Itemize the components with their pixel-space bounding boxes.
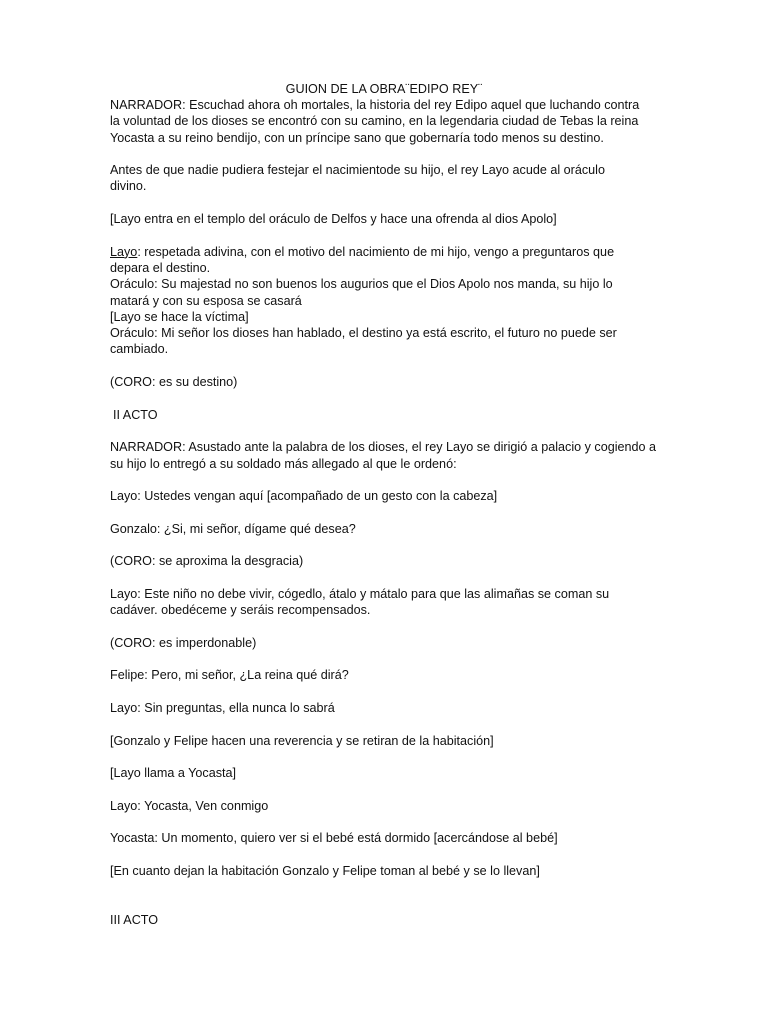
paragraph-line: Yocasta a su reino bendijo, con un príncipe sano que gobernaría todo menos su destino. (110, 130, 604, 145)
dialog-line (110, 244, 680, 260)
speaker-name: Layo (110, 244, 138, 259)
paragraph-line: su hijo lo entregó a su soldado más allegado al que le ordenó: (110, 456, 457, 471)
stage-direction: [Layo llama a Yocasta] (110, 766, 237, 781)
dialog-line: Gonzalo: ¿Si, mi señor, dígame qué desea? (110, 521, 356, 536)
dialog-line: matará y con su esposa se casará (110, 293, 302, 308)
act-heading: III ACTO (110, 912, 159, 927)
dialog-line: Layo: Yocasta, Ven conmigo (110, 798, 269, 813)
dialog-line: Oráculo: Su majestad no son buenos los augurios que el Dios Apolo nos manda, su hijo lo (110, 277, 613, 292)
chorus-line: (CORO: es su destino) (110, 375, 238, 390)
dialog-line: Layo: Ustedes vengan aquí [acompañado de un gesto con la cabeza] (110, 489, 498, 504)
paragraph-line: la voluntad de los dioses se encontró con su camino, en la legendaria ciudad de Tebas la reina (110, 114, 639, 129)
document-title (0, 81, 768, 97)
act-heading: II ACTO (113, 407, 158, 422)
dialog-line: cadáver. obedéceme y seráis recompensados. (110, 603, 371, 618)
dialog-line: Felipe: Pero, mi señor, ¿La reina qué dirá? (110, 668, 349, 683)
dialog-line: depara el destino. (110, 260, 211, 275)
document-body (110, 97, 680, 928)
stage-direction: [Layo entra en el templo del oráculo de Delfos y hace una ofrenda al dios Apolo] (110, 212, 557, 227)
dialog-line: Layo: Sin preguntas, ella nunca lo sabrá (110, 700, 335, 715)
chorus-line: (CORO: es imperdonable) (110, 635, 257, 650)
stage-direction: [Layo se hace la víctima] (110, 309, 249, 324)
stage-direction: [En cuanto dejan la habitación Gonzalo y Felipe toman al bebé y se lo llevan] (110, 863, 540, 878)
paragraph-line: NARRADOR: Escuchad ahora oh mortales, la historia del rey Edipo aquel que luchando contra (110, 98, 640, 112)
paragraph-line: NARRADOR: Asustado ante la palabra de los dioses, el rey Layo se dirigió a palacio y cogiendo a (110, 440, 657, 455)
dialog-line: Layo: Este niño no debe vivir, cógedlo, átalo y mátalo para que las alimañas se coman su (110, 586, 610, 601)
dialog-line: Yocasta: Un momento, quiero ver si el bebé está dormido [acercándose al bebé] (110, 831, 558, 846)
document-title-text: GUION DE LA OBRA¨EDIPO REY¨ (285, 82, 483, 96)
chorus-line: (CORO: se aproxima la desgracia) (110, 554, 304, 569)
paragraph-line: Antes de que nadie pudiera festejar el nacimientode su hijo, el rey Layo acude al oráculo (110, 163, 605, 178)
dialog-text: : respetada adivina, con el motivo del nacimiento de mi hijo, vengo a preguntaros que (137, 244, 615, 259)
paragraph-line: divino. (110, 179, 147, 194)
stage-direction: [Gonzalo y Felipe hacen una reverencia y se retiran de la habitación] (110, 733, 494, 748)
dialog-line: cambiado. (110, 342, 169, 357)
dialog-line: Oráculo: Mi señor los dioses han hablado, el destino ya está escrito, el futuro no puede ser (110, 326, 617, 341)
